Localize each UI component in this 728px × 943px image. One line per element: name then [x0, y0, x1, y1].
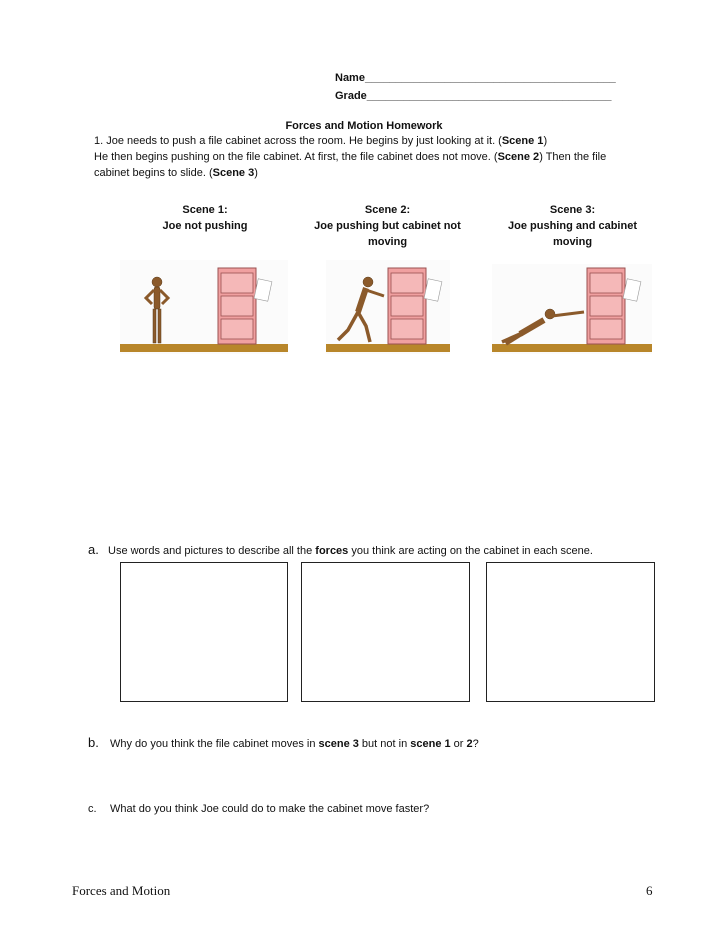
intro-line-2: He then begins pushing on the file cabinet. At first, the file cabinet does not move. (Scene 2) Then the file — [94, 151, 607, 163]
scene-3-caption: Scene 3: Joe pushing and cabinet moving — [508, 204, 637, 248]
intro-line-3: cabinet begins to slide. (Scene 3) — [94, 167, 258, 179]
floor — [326, 344, 450, 352]
answer-box-scene-3[interactable] — [486, 562, 655, 702]
grade-line: Grade________________________________________ — [335, 90, 612, 102]
scene-3-illustration — [492, 264, 652, 354]
question-b: b. Why do you think the file cabinet moves in scene 3 but not in scene 1 or 2? — [88, 735, 479, 750]
scene-1-caption: Scene 1: Joe not pushing — [162, 204, 248, 232]
page-number: 6 — [646, 883, 653, 898]
floor — [120, 344, 288, 352]
page-title: Forces and Motion Homework — [285, 120, 443, 132]
answer-box-scene-2[interactable] — [301, 562, 470, 702]
question-c: c. What do you think Joe could do to make the cabinet move faster? — [88, 803, 430, 815]
scene-2-caption: Scene 2: Joe pushing but cabinet not moving — [314, 204, 461, 248]
intro-line-1: 1. Joe needs to push a file cabinet across the room. He begins by just looking at it. (Scene 1) — [94, 135, 548, 147]
floor — [492, 344, 652, 352]
scene-1-illustration — [120, 260, 288, 354]
footer-title: Forces and Motion — [72, 883, 171, 898]
name-line: Name_________________________________________ — [335, 72, 616, 84]
scene-2-illustration — [326, 260, 450, 354]
intro-paragraph — [94, 133, 664, 181]
answer-box-scene-1[interactable] — [120, 562, 288, 702]
question-a: a. Use words and pictures to describe all the forces you think are acting on the cabinet in each scene. — [88, 542, 593, 557]
